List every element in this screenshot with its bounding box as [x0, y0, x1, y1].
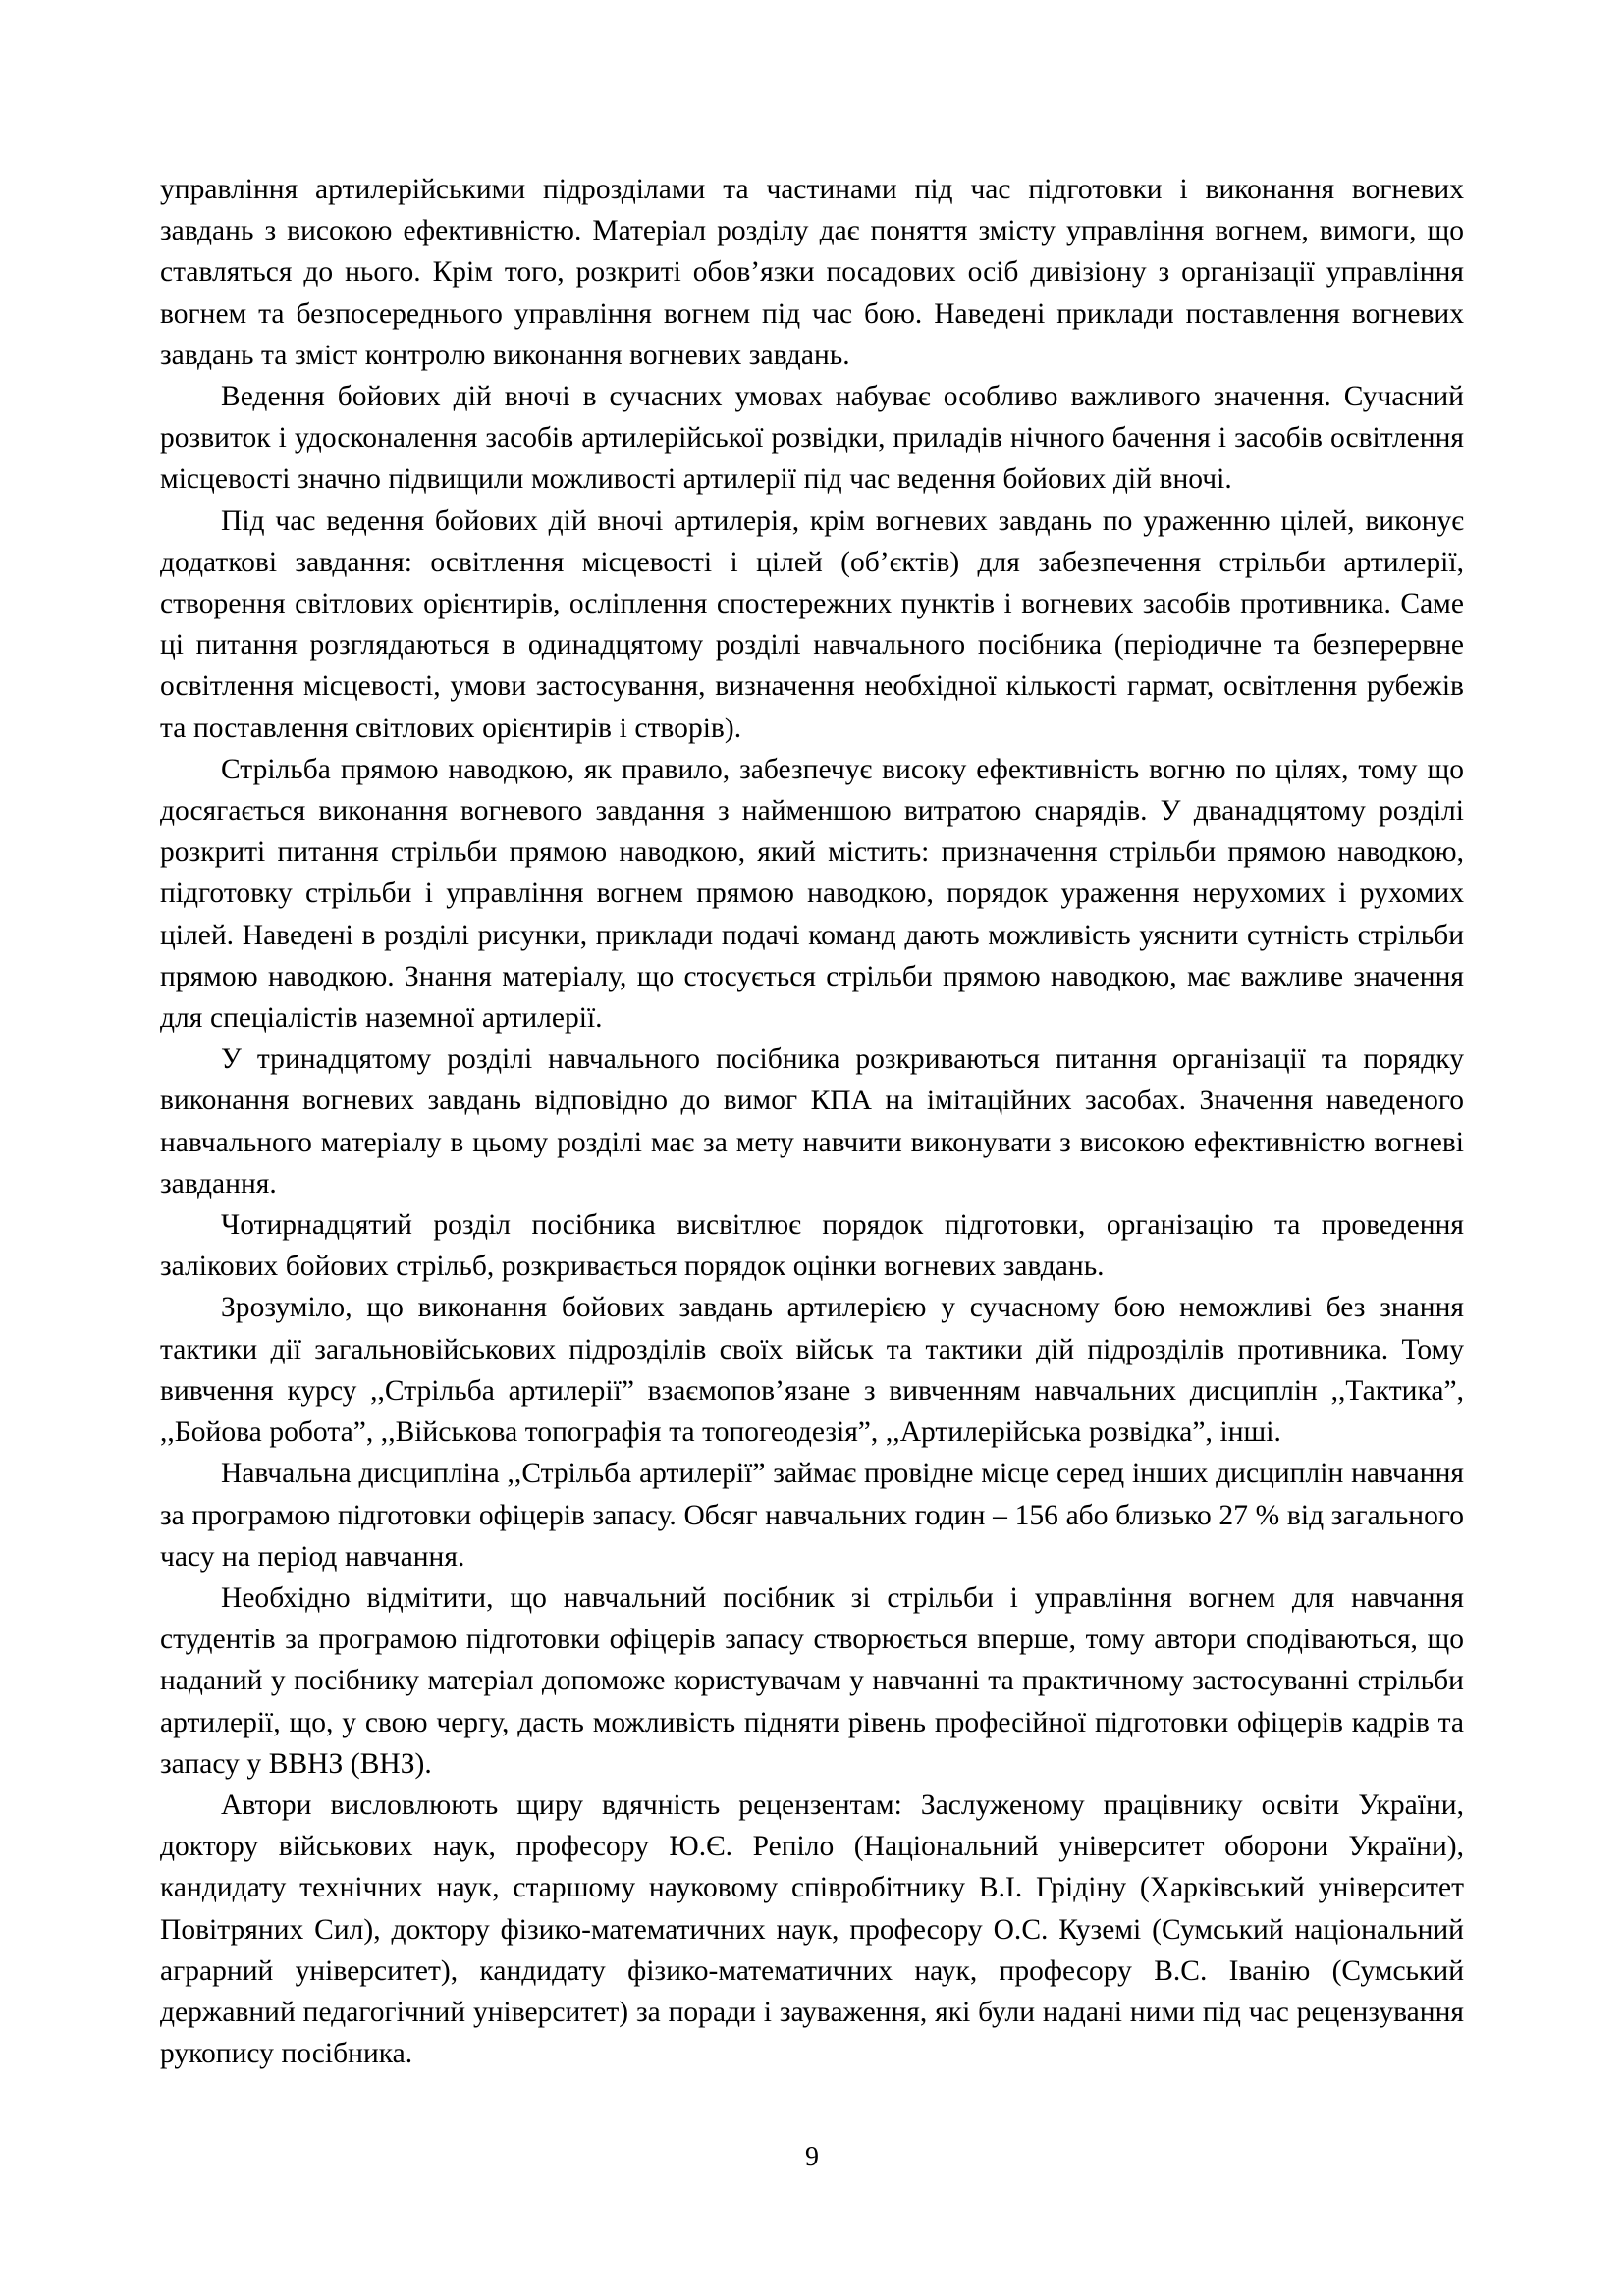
page-number: 9 — [805, 2142, 819, 2172]
paragraph-8: Навчальна дисципліна ,,Стрільба артилерії” займає провідне місце серед інших дисциплін навчання за програмою підготовки офіцерів запасу. Обсяг навчальних годин – 156 або близько 27 % від загального часу на період навчання. — [160, 1458, 1464, 1573]
paragraph-5: У тринадцятому розділі навчального посібника розкриваються питання організації та порядку виконання вогневих завдань відповідно до вимог КПА на імітаційних засобах. Значення наведеного навчального матеріалу в цьому розділі має за мету навчити виконувати з високою ефективністю вогневі завдання. — [160, 1043, 1464, 1200]
paragraph-1: управління артилерійськими підрозділами та частинами під час підготовки і виконання вогневих завдань з високою ефективністю. Матеріал розділу дає поняття змісту управління вогнем, вимоги, що ставляться до нього. Крім того, розкриті обов’язки посадових осіб дивізіону з організації управління вогнем та безпосереднього управління вогнем під час бою. Наведені приклади поставлення вогневих завдань та зміст контролю виконання вогневих завдань. — [160, 174, 1464, 371]
page-body-text — [160, 169, 1464, 2074]
paragraph-6: Чотирнадцятий розділ посібника висвітлює порядок підготовки, організацію та проведення залікових бойових стрільб, розкривається порядок оцінки вогневих завдань. — [160, 1209, 1464, 1283]
paragraph-2: Ведення бойових дій вночі в сучасних умовах набуває особливо важливого значення. Сучасний розвиток і удосконалення засобів артилерійської розвідки, приладів нічного бачення і засобів освітлення місцевості значно підвищили можливості артилерії під час ведення бойових дій вночі. — [160, 381, 1464, 496]
paragraph-4: Стрільба прямою наводкою, як правило, забезпечує високу ефективність вогню по цілях, тому що досягається виконання вогневого завдання з найменшою витратою снарядів. У дванадцятому розділі розкриті питання стрільби прямою наводкою, який містить: призначення стрільби прямою наводкою, підготовку стрільби і управління вогнем прямою наводкою, порядок ураження нерухомих і рухомих цілей. Наведені в розділі рисунки, приклади подачі команд дають можливість уяснити сутність стрільби прямою наводкою. Знання матеріалу, що стосується стрільби прямою наводкою, має важливе значення для спеціалістів наземної артилерії. — [160, 753, 1464, 1035]
paragraph-9: Необхідно відмітити, що навчальний посібник зі стрільби і управління вогнем для навчання студентів за програмою підготовки офіцерів запасу створюється вперше, тому автори сподіваються, що наданий у посібнику матеріал допоможе користувачам у навчанні та практичному застосуванні стрільби артилерії, що, у свою чергу, дасть можливість підняти рівень професійної підготовки офіцерів кадрів та запасу у ВВНЗ (ВНЗ). — [160, 1581, 1464, 1780]
paragraph-7: Зрозуміло, що виконання бойових завдань артилерією у сучасному бою неможливі без знання тактики дії загальновійськових підрозділів своїх військ та тактики дій підрозділів противника. Тому вивчення курсу ,,Стрільба артилерії” взаємопов’язане з вивченням навчальних дисциплін ,,Тактика”, ,,Бойова робота”, ,,Військова топографія та топогеодезія”, ,,Артилерійська розвідка”, інші. — [160, 1292, 1464, 1449]
paragraph-3: Під час ведення бойових дій вночі артилерія, крім вогневих завдань по ураженню цілей, виконує додаткові завдання: освітлення місцевості і цілей (об’єктів) для забезпечення стрільби артилерії, створення світлових орієнтирів, осліплення спостережних пунктів і вогневих засобів противника. Саме ці питання розглядаються в одинадцятому розділі навчального посібника (періодичне та безперервне освітлення місцевості, умови застосування, визначення необхідної кількості гармат, освітлення рубежів та поставлення світлових орієнтирів і створів). — [160, 505, 1464, 744]
paragraph-10: Автори висловлюють щиру вдячність рецензентам: Заслуженому працівнику освіти України, доктору військових наук, професору Ю.Є. Репіло (Національний університет оборони України), кандидату технічних наук, старшому науковому співробітнику В.І. Грідіну (Харківський університет Повітряних Сил), доктору фізико-математичних наук, професору О.С. Куземі (Сумський національний аграрний університет), кандидату фізико-математичних наук, професору В.С. Іванію (Сумський державний педагогічний університет) за поради і зауваження, які були надані ними під час рецензування рукопису посібника. — [160, 1789, 1464, 2070]
